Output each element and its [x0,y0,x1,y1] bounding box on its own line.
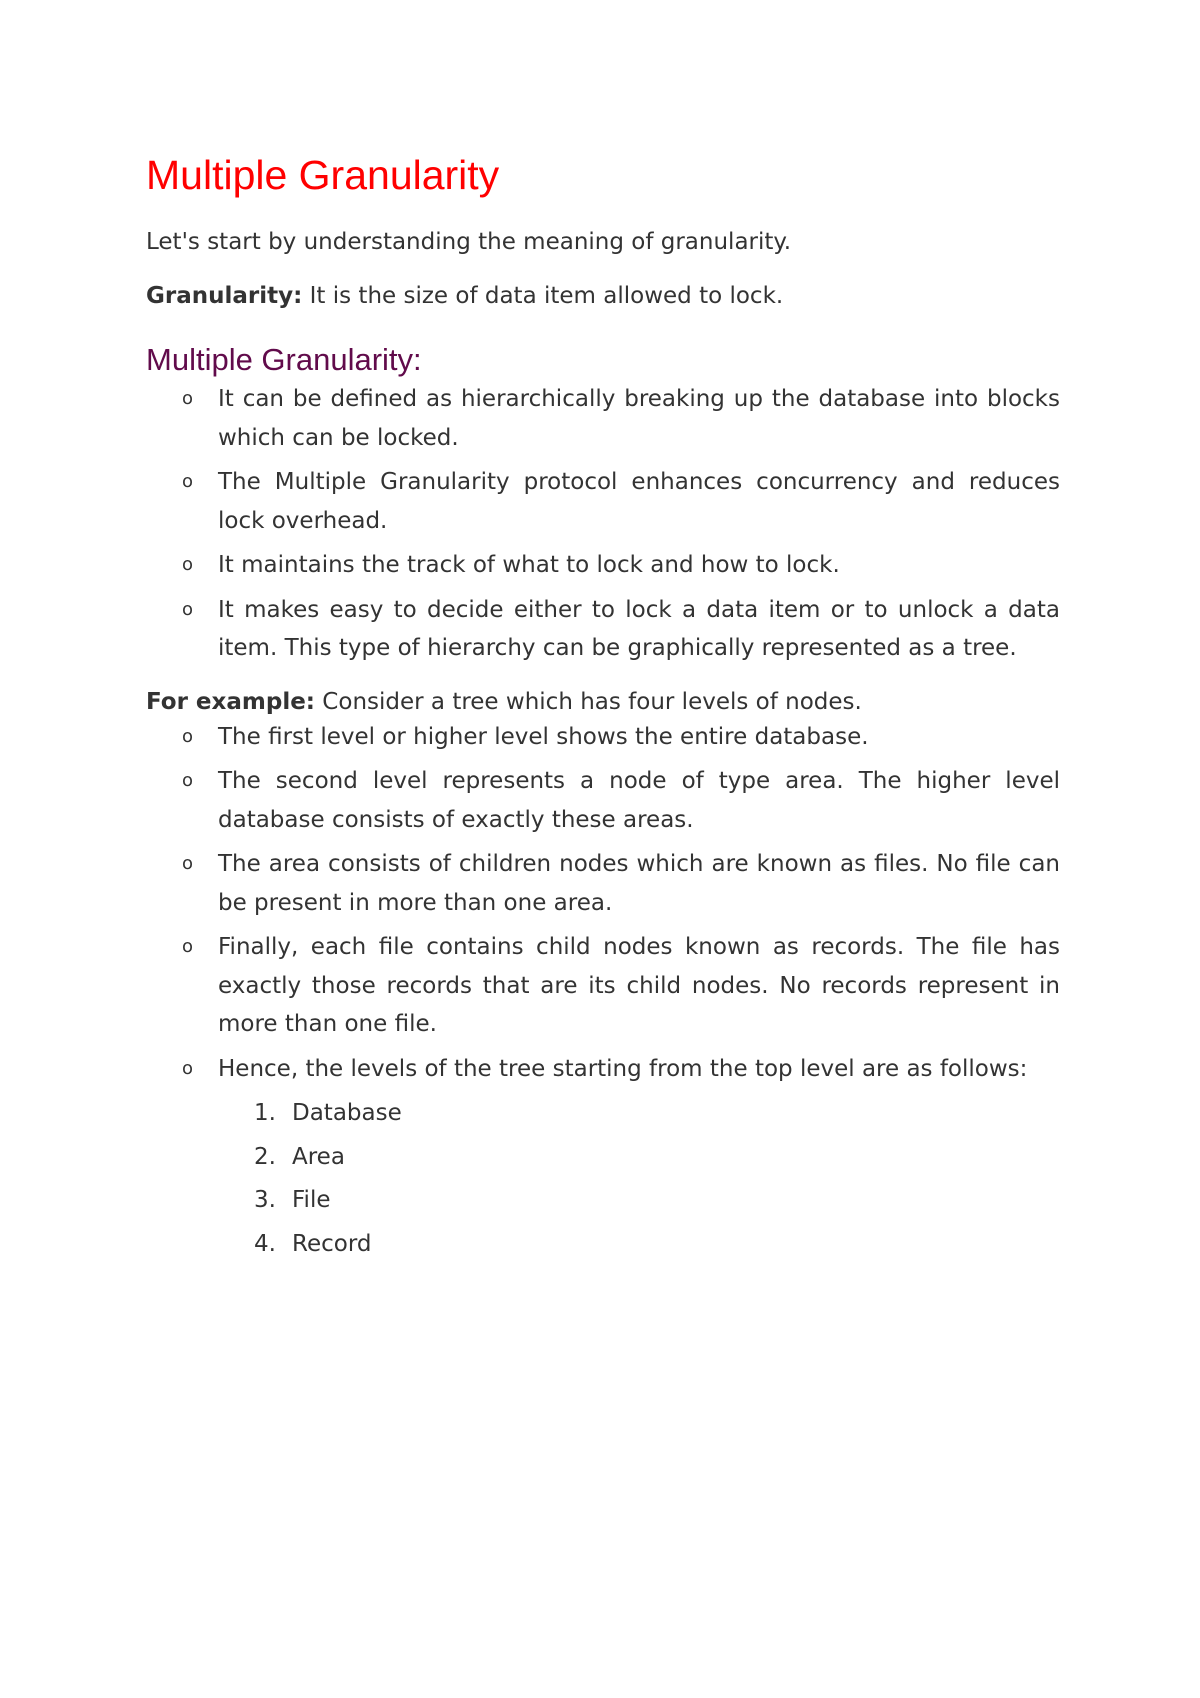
definition-term: Granularity: [146,283,303,309]
item-label: File [292,1187,331,1213]
definition-paragraph [146,280,1060,312]
list-item-text: It makes easy to decide either to lock a data item or to unlock a data item. This type of hierarchy can be graphically represented as a tree. [218,596,1060,661]
item-number: 4. [254,1230,276,1257]
list-item [146,718,1060,757]
item-label: Database [292,1100,402,1126]
item-number: 3. [254,1187,276,1213]
item-number: 2. [254,1143,276,1170]
list-item [146,1050,1060,1264]
definition-text: It is the size of data item allowed to lock. [302,283,784,309]
list-item-text: The first level or higher level shows the entire database. [218,723,869,750]
list-item [146,928,1060,1044]
numbered-item-record [146,1225,1060,1264]
bullet-marker-icon: o [182,1057,194,1079]
levels-bullet-list [146,718,1060,1264]
section-heading: Multiple Granularity: [146,342,422,377]
list-item-text: The Multiple Granularity protocol enhances concurrency and reduces lock overhead. [218,469,1060,534]
item-label: Area [292,1143,345,1170]
granularity-bullet-list [146,380,1060,668]
list-item [146,845,1060,922]
item-number: 1. [254,1100,276,1126]
bullet-marker-icon: o [182,598,194,620]
example-text: Consider a tree which has four levels of nodes. [315,688,862,715]
example-paragraph [146,686,1060,718]
list-item [146,546,1060,585]
bullet-marker-icon: o [182,770,194,791]
list-item-text: It maintains the track of what to lock and how to lock. [218,552,840,578]
list-item [146,380,1060,457]
numbered-item-area [146,1138,1060,1177]
item-label: Record [292,1230,372,1257]
list-item [146,463,1060,540]
list-item [146,591,1060,668]
page-title: Multiple Granularity [146,152,500,198]
tree-levels-list [146,1094,1060,1263]
example-term: For example: [146,688,315,715]
list-item-text: The area consists of children nodes which are known as files. No file can be present in more than one area. [218,851,1060,916]
bullet-marker-icon: o [182,936,194,957]
bullet-marker-icon: o [182,471,194,492]
bullet-marker-icon: o [182,554,194,575]
bullet-marker-icon: o [182,725,194,747]
intro-paragraph: Let's start by understanding the meaning of granularity. [146,229,792,255]
list-item-text: It can be defined as hierarchically breaking up the database into blocks which can be locked. [218,386,1060,451]
list-item-text: Finally, each file contains child nodes known as records. The file has exactly those records that are its child nodes. No records represent in more than one file. [218,934,1060,1037]
numbered-item-database [146,1094,1060,1133]
numbered-item-file [146,1181,1060,1220]
bullet-marker-icon: o [182,853,194,874]
list-item [146,762,1060,839]
document-content [146,150,1060,1269]
list-item-text: The second level represents a node of type area. The higher level database consists of exactly these areas. [218,768,1060,833]
list-item-text: Hence, the levels of the tree starting from the top level are as follows: [218,1055,1028,1082]
bullet-marker-icon: o [182,388,194,409]
